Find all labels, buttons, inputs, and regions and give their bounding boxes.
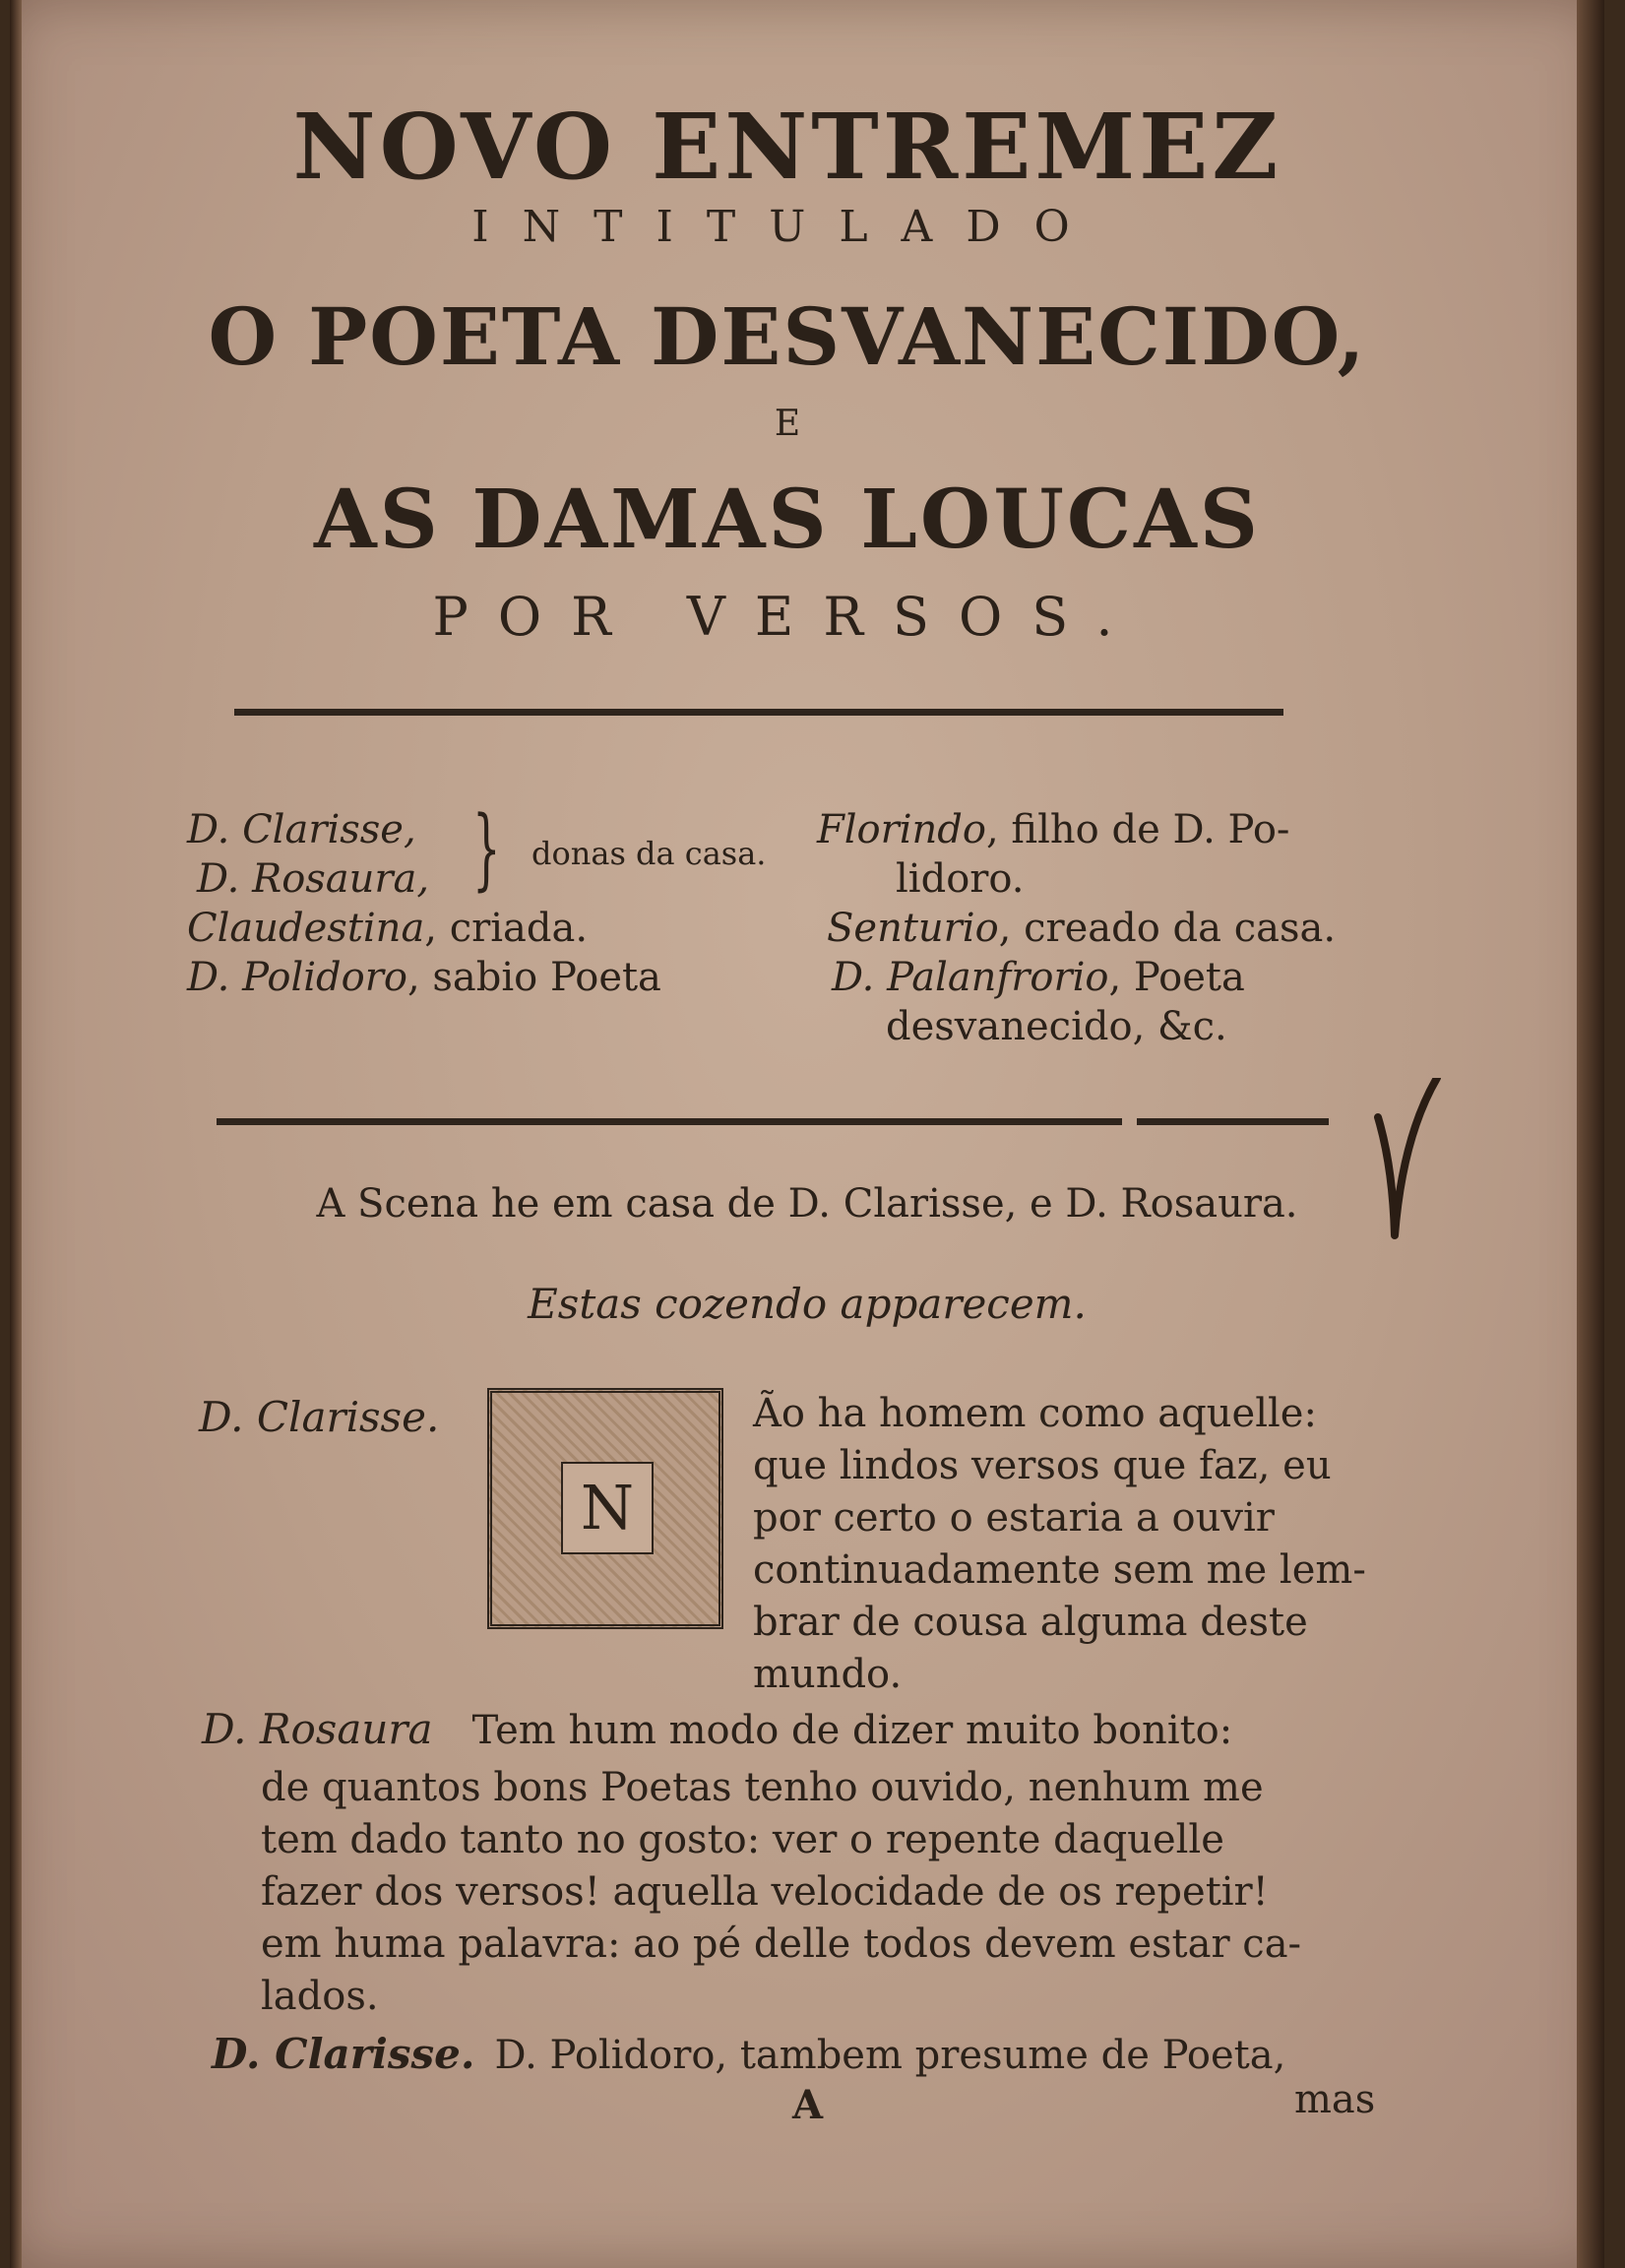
stage-direction: Estas cozendo apparecem. <box>528 1280 1087 1328</box>
text-line: de quantos bons Poetas tenho ouvido, nenhum me <box>261 1765 1264 1810</box>
text-line: que lindos versos que faz, eu <box>753 1443 1332 1488</box>
divider-rule <box>1137 1118 1329 1125</box>
ornamental-drop-cap <box>487 1388 723 1629</box>
signature-mark: A <box>792 2082 824 2128</box>
title-line-3: O POETA DESVANECIDO, <box>208 290 1367 383</box>
text-line: continuadamente sem me lem- <box>753 1547 1366 1593</box>
speaker-label: D. Clarisse. <box>212 2030 475 2078</box>
cast-right-3: Senturio, creado da casa. <box>827 906 1337 951</box>
text-line: mundo. <box>753 1652 903 1697</box>
title-line-2: INTITULADO <box>471 202 1103 252</box>
cast-right-2: lidoro. <box>896 856 1025 902</box>
cast-right-4: D. Palanfrorio, Poeta <box>832 955 1245 1000</box>
divider-rule <box>234 709 1283 716</box>
scene-description: A Scena he em casa de D. Clarisse, e D. Rosaura. <box>316 1181 1298 1227</box>
title-line-4: E <box>774 404 801 444</box>
text-line: Ão ha homem como aquelle: <box>753 1391 1317 1436</box>
text-line: lados. <box>261 1974 379 2019</box>
cast-right-1: Florindo, filho de D. Po- <box>817 807 1290 852</box>
speech-2-first: D. Rosaura Tem hum modo de dizer muito bonito: <box>202 1705 1233 1753</box>
cast-left-1: D. Clarisse, <box>187 807 416 852</box>
text-line: em huma palavra: ao pé delle todos devem estar ca- <box>261 1922 1302 1967</box>
cast-left-3: Claudestina, criada. <box>187 906 589 951</box>
speech-1 <box>753 1388 1366 1701</box>
title-line-6: POR VERSOS. <box>432 586 1143 648</box>
text-line: fazer dos versos! aquella velocidade de os repetir! <box>261 1869 1269 1915</box>
cast-brace-label: donas da casa. <box>531 835 767 872</box>
cast-right-5: desvanecido, &c. <box>886 1004 1227 1049</box>
title-line-1: NOVO ENTREMEZ <box>292 94 1282 200</box>
cast-left-2: D. Rosaura, <box>197 856 430 902</box>
divider-rule <box>217 1118 1122 1125</box>
text-line: brar de cousa alguma deste <box>753 1600 1308 1645</box>
text-line: tem dado tanto no gosto: ver o repente daquelle <box>261 1817 1224 1862</box>
brace-icon: } <box>472 797 501 901</box>
text-line: por certo o estaria a ouvir <box>753 1495 1275 1541</box>
title-line-5: AS DAMAS LOUCAS <box>314 472 1261 567</box>
speaker-label: D. Clarisse. <box>199 1393 440 1441</box>
drop-cap-letter: N <box>561 1462 654 1554</box>
speech-2 <box>261 1762 1301 2023</box>
cast-left-4: D. Polidoro, sabio Poeta <box>187 955 661 1000</box>
page-right-edge <box>1577 0 1604 2268</box>
speech-3: D. Clarisse. D. Polidoro, tambem presume de Poeta, <box>212 2030 1286 2078</box>
book-page <box>10 0 1604 2268</box>
speaker-label: D. Rosaura <box>202 1705 433 1753</box>
catchword: mas <box>1294 2077 1376 2122</box>
